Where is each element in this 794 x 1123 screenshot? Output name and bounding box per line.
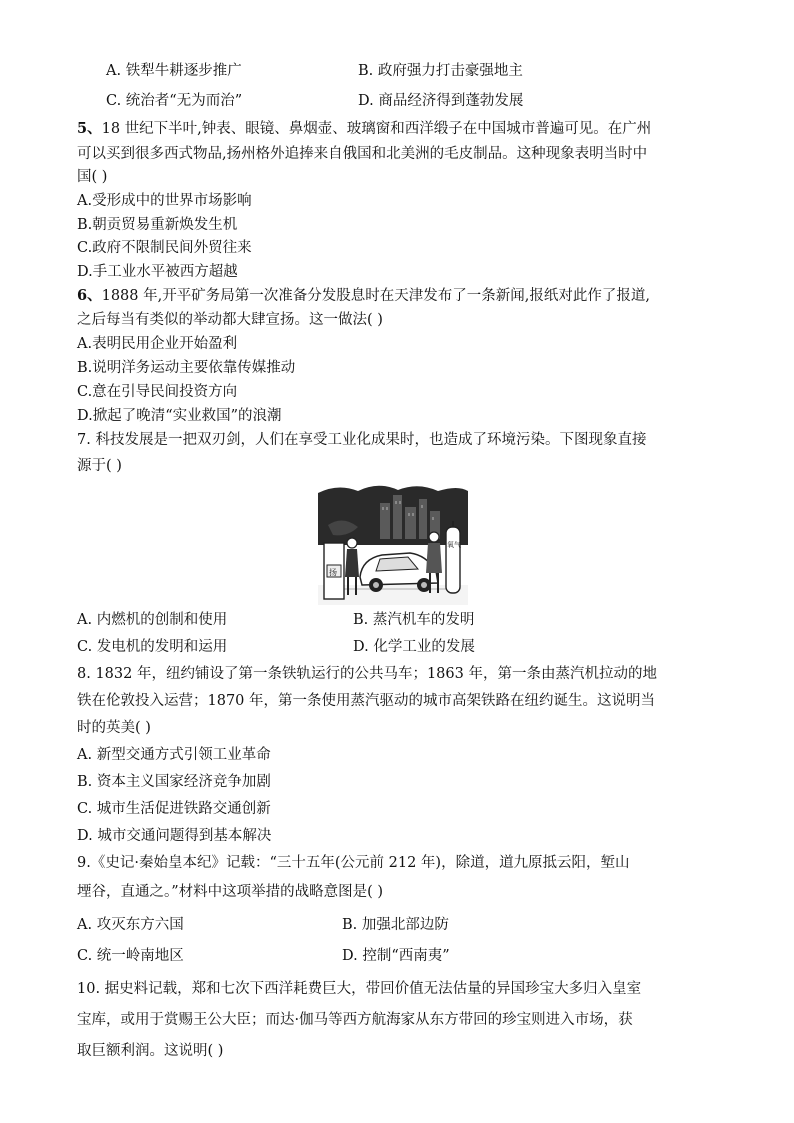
q9-option-b: B. 加强北部边防 <box>342 917 449 933</box>
q6-option-d: D.掀起了晚清“实业救国”的浪潮 <box>77 408 282 424</box>
q5-line-3: 国( ) <box>77 169 108 185</box>
oxygen-tank-label: 氧气 <box>447 541 461 549</box>
q5-option-b: B.朝贡贸易重新焕发生机 <box>77 217 238 233</box>
q7-option-b: B. 蒸汽机车的发明 <box>353 612 475 628</box>
q5-text-1: 18 世纪下半叶,钟表、眼镜、鼻烟壶、玻璃窗和西洋缎子在中国城市普遍可见。在广州 <box>101 121 652 137</box>
q10-line-3: 取巨额利润。这说明( ) <box>77 1043 224 1059</box>
prev-option-d: D. 商品经济得到蓬勃发展 <box>358 93 524 109</box>
q7-option-a: A. 内燃机的创制和使用 <box>77 612 228 628</box>
q8-line-3: 时的英美( ) <box>77 720 151 736</box>
q5-line-1 <box>77 119 651 139</box>
prev-option-b: B. 政府强力打击豪强地主 <box>358 63 523 79</box>
q7-line-2: 源于( ) <box>77 458 122 474</box>
pollution-cartoon-image <box>318 485 468 605</box>
q6-text-1: 1888 年,开平矿务局第一次准备分发股息时在天津发布了一条新闻,报纸对此作了报道, <box>101 288 650 304</box>
q6-line-1 <box>77 286 650 306</box>
q9-option-c: C. 统一岭南地区 <box>77 948 184 964</box>
q7-line-1: 7. 科技发展是一把双刃剑，人们在享受工业化成果时，也造成了环境污染。下图现象直接 <box>77 432 647 448</box>
q8-line-1: 8. 1832 年，纽约铺设了第一条铁轨运行的公共马车；1863 年，第一条由蒸汽机拉动的地 <box>77 666 657 682</box>
q7-option-d: D. 化学工业的发展 <box>353 639 475 655</box>
q8-option-c: C. 城市生活促进铁路交通创新 <box>77 801 271 817</box>
q5-line-2: 可以买到很多西式物品,扬州格外追捧来自俄国和北美洲的毛皮制品。这种现象表明当时中 <box>77 146 648 162</box>
pollution-cartoon-svg <box>318 485 468 605</box>
q5-option-a: A.受形成中的世界市场影响 <box>77 193 252 209</box>
q6-line-2: 之后每当有类似的举动都大肆宣扬。这一做法( ) <box>77 312 383 328</box>
q7-option-c: C. 发电机的发明和运用 <box>77 639 228 655</box>
q6-option-c: C.意在引导民间投资方向 <box>77 384 238 400</box>
q5-number: 5、 <box>77 120 102 137</box>
q8-option-b: B. 资本主义国家经济竞争加剧 <box>77 774 271 790</box>
q9-option-d: D. 控制“西南夷” <box>342 948 450 964</box>
q10-line-1: 10. 据史料记载，郑和七次下西洋耗费巨大，带回价值无法估量的异国珍宝大多归入皇室 <box>77 981 642 997</box>
q5-option-d: D.手工业水平被西方超越 <box>77 264 238 280</box>
q6-option-a: A.表明民用企业开始盈利 <box>77 336 238 352</box>
q8-option-a: A. 新型交通方式引领工业革命 <box>77 747 271 763</box>
prev-option-c: C. 统治者“无为而治” <box>106 93 243 109</box>
pump-label: 扬 <box>329 568 337 577</box>
q5-option-c: C.政府不限制民间外贸往来 <box>77 240 252 256</box>
q6-number: 6、 <box>77 287 102 304</box>
q10-line-2: 宝库，或用于赏赐王公大臣；而达·伽马等西方航海家从东方带回的珍宝则进入市场，获 <box>77 1012 633 1028</box>
q8-option-d: D. 城市交通问题得到基本解决 <box>77 828 272 844</box>
prev-option-a: A. 铁犁牛耕逐步推广 <box>106 63 242 79</box>
q6-option-b: B.说明洋务运动主要依靠传媒推动 <box>77 360 296 376</box>
q9-option-a: A. 攻灭东方六国 <box>77 917 184 933</box>
q9-line-1: 9.《史记·秦始皇本纪》记载：“三十五年(公元前 212 年)，除道，道九原抵云阳，堑山 <box>77 855 630 871</box>
q8-line-2: 铁在伦敦投入运营；1870 年，第一条使用蒸汽驱动的城市高架铁路在纽约诞生。这说明当 <box>77 693 656 709</box>
q9-line-2: 堙谷，直通之。”材料中这项举措的战略意图是( ) <box>77 884 384 900</box>
